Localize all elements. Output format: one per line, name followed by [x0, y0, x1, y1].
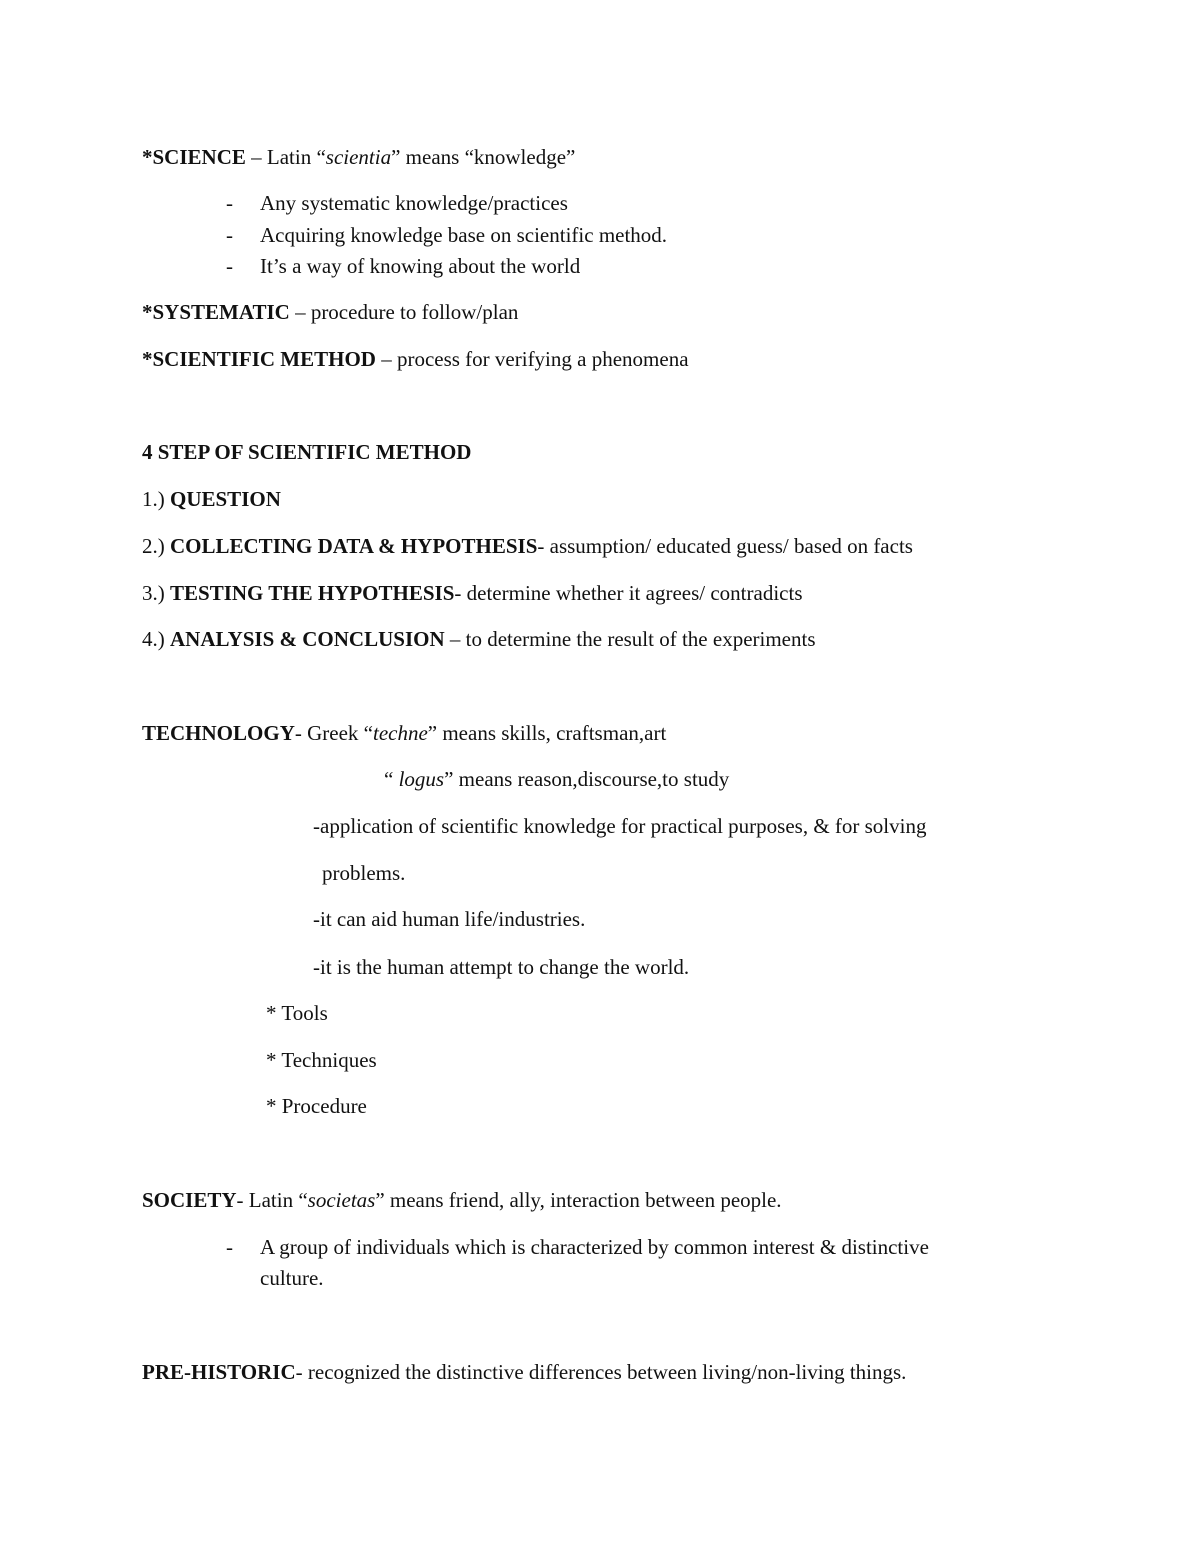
science-definition [142, 144, 575, 170]
scientific-method-meaning: – process for verifying a phenomena [375, 347, 689, 371]
bullet-dash: - [226, 223, 233, 247]
bullet-dash: - [226, 254, 233, 278]
logus-pre: “ [384, 767, 399, 791]
step-number: 3.) [142, 581, 170, 605]
logus-definition [384, 766, 729, 792]
prehistoric-meaning: - recognized the distinctive differences between living/non-living things. [295, 1360, 907, 1384]
step-item-4 [142, 626, 816, 652]
technology-line-1: -application of scientific knowledge for practical purposes, & for solving [313, 814, 927, 838]
step-term: COLLECTING DATA & HYPOTHESIS [170, 534, 538, 558]
step-term: QUESTION [170, 487, 281, 511]
technology-pre: - Greek “ [294, 721, 373, 745]
systematic-meaning: – procedure to follow/plan [289, 300, 519, 324]
science-latin-word: scientia [325, 145, 392, 169]
systematic-term: *SYSTEMATIC [142, 300, 290, 324]
bullet-dash: - [226, 191, 233, 215]
society-pre: - Latin “ [236, 1188, 308, 1212]
systematic-definition [142, 299, 518, 325]
step-description: – to determine the result of the experiments [444, 627, 816, 651]
logus-meaning: ” means reason,discourse,to study [444, 767, 730, 791]
technology-meaning: ” means skills, craftsman,art [427, 721, 667, 745]
step-number: 1.) [142, 487, 170, 511]
step-number: 2.) [142, 534, 170, 558]
scientific-method-definition [142, 346, 689, 372]
prehistoric-term: PRE-HISTORIC [142, 1360, 296, 1384]
step-item-1 [142, 486, 281, 512]
step-description: - determine whether it agrees/ contradicts [454, 581, 803, 605]
technology-greek-word: techne [372, 721, 428, 745]
technology-line-2: problems. [322, 861, 406, 885]
technology-definition [142, 720, 666, 746]
technology-line-3: -it can aid human life/industries. [313, 907, 586, 931]
logus-word: logus [398, 767, 445, 791]
step-term: ANALYSIS & CONCLUSION [170, 627, 445, 651]
step-number: 4.) [142, 627, 170, 651]
society-definition [142, 1187, 782, 1213]
science-sep: – Latin “ [245, 145, 326, 169]
scientific-method-term: *SCIENTIFIC METHOD [142, 347, 376, 371]
technology-star-tools: * Tools [266, 1001, 328, 1025]
step-item-2 [142, 533, 913, 559]
society-latin-word: societas [307, 1188, 376, 1212]
technology-line-4: -it is the human attempt to change the world. [313, 955, 690, 979]
step-description: - assumption/ educated guess/ based on facts [537, 534, 913, 558]
science-term: *SCIENCE [142, 145, 246, 169]
society-bullet-line-2: culture. [260, 1266, 324, 1290]
society-term: SOCIETY [142, 1188, 237, 1212]
science-bullet-3: It’s a way of knowing about the world [260, 254, 581, 278]
bullet-dash: - [226, 1235, 233, 1259]
prehistoric-definition [142, 1359, 906, 1385]
step-term: TESTING THE HYPOTHESIS [170, 581, 455, 605]
steps-heading: 4 STEP OF SCIENTIFIC METHOD [142, 440, 472, 464]
society-bullet-line-1: A group of individuals which is characterized by common interest & distinctive [260, 1235, 929, 1259]
technology-term: TECHNOLOGY [142, 721, 295, 745]
science-bullet-1: Any systematic knowledge/practices [260, 191, 568, 215]
science-meaning: ” means “knowledge” [391, 145, 576, 169]
step-item-3 [142, 580, 803, 606]
technology-star-procedure: * Procedure [266, 1094, 367, 1118]
society-meaning: ” means friend, ally, interaction between people. [375, 1188, 782, 1212]
science-bullet-2: Acquiring knowledge base on scientific method. [260, 223, 668, 247]
technology-star-techniques: * Techniques [266, 1048, 377, 1072]
